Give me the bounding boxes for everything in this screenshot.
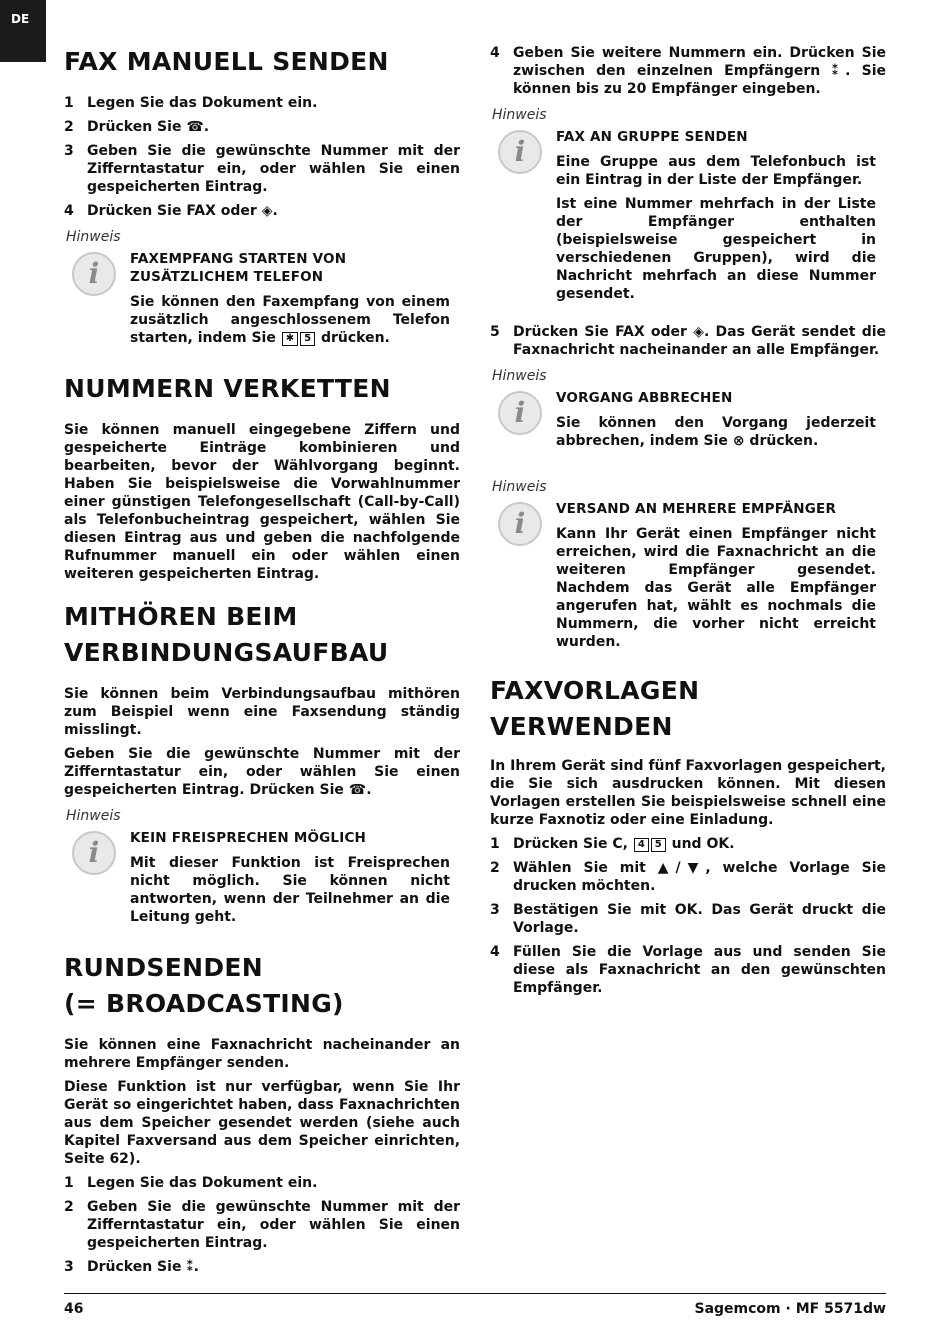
steps-rundsenden <box>64 1174 460 1276</box>
paragraph: Sie können manuell eingegebene Ziffern und gespeicherte Einträge kombinieren und bearbeiten, bevor der Wählvorgang beginnt. Haben Sie beispielsweise die Vorwahlnummer einer günstigen Telefongesellschaft (Call-by-Call) als Telefonbucheintrag gespeichert, wählen Sie diesen Eintrag aus und geben die nachfolgende Rufnummer manuell ein oder wählen einen weiteren gespeicherten Eintrag. <box>64 422 460 582</box>
hinweis-label: Hinweis <box>492 107 547 123</box>
step-item: 4 Geben Sie weitere Nummern ein. Drücken Sie zwischen den einzelnen Empfängern ⁑. Sie können bis zu 20 Empfänger eingeben. <box>490 45 886 97</box>
start-icon: ◈ <box>693 324 704 340</box>
steps-fax-manuell <box>64 94 460 220</box>
note-title: VERSAND AN MEHRERE EMPFÄNGER <box>556 501 837 517</box>
paragraph: Diese Funktion ist nur verfügbar, wenn Sie Ihr Gerät so eingerichtet haben, dass Faxnachrichten aus dem Speicher gesendet werden (siehe auch Kapitel Faxversand aus dem Speicher einrichten, Seite 62). <box>64 1079 461 1167</box>
heading-rundsenden-line1: RUNDSENDEN <box>64 953 263 982</box>
start-icon: ◈ <box>261 203 273 219</box>
key-4: 4 <box>634 838 649 852</box>
step-item: 2 Wählen Sie mit ▲/▼, welche Vorlage Sie drucken möchten. <box>490 860 886 894</box>
key-5: 5 <box>651 838 666 852</box>
page-number: 46 <box>64 1301 84 1317</box>
hinweis-label: Hinweis <box>66 808 121 824</box>
steps-faxvorlagen <box>490 835 886 997</box>
up-down-arrows-icon: ▲/▼ <box>657 860 706 876</box>
note-mehrere-empfaenger: i VERSAND AN MEHRERE EMPFÄNGER Kann Ihr Gerät einen Empfänger nicht erreichen, wird die Faxnachricht an die weiteren Empfänger gesendet. Nachdem das Gerät alle Empfänger angerufen hat, wählt es nochmals die Nummern, die vorher nicht erreicht wurden. <box>490 500 886 657</box>
section-nummern-verketten <box>64 371 460 583</box>
info-icon: i <box>498 391 542 435</box>
heading-mithoeren-line2: VERBINDUNGSAUFBAU <box>64 638 389 667</box>
section-fax-manuell <box>64 44 460 353</box>
heading-faxvorlagen: FAXVORLAGEN VERWENDEN <box>490 676 700 741</box>
steps-broadcast-continued <box>490 44 886 98</box>
info-icon: i <box>72 831 116 875</box>
note-title: VORGANG ABBRECHEN <box>556 390 733 406</box>
step-item: 1 Legen Sie das Dokument ein. <box>64 1175 318 1191</box>
phone-icon: ☎ <box>348 782 367 798</box>
language-label: DE <box>11 12 30 26</box>
step-item: 3 Geben Sie die gewünschte Nummer mit der Zifferntastatur ein, oder wählen Sie einen gespeicherten Eintrag. <box>64 143 460 195</box>
product-name: Sagemcom · MF 5571dw <box>694 1301 886 1317</box>
paragraph: Sie können eine Faxnachricht nacheinander an mehrere Empfänger senden. <box>64 1037 460 1071</box>
ok-key-label: OK <box>706 836 730 852</box>
note-title: FAX AN GRUPPE SENDEN <box>556 129 748 145</box>
steps-broadcast-send <box>490 323 886 359</box>
section-rundsenden <box>64 950 460 1276</box>
note-freisprechen: i KEIN FREISPRECHEN MÖGLICH Mit dieser Funktion ist Freisprechen nicht möglich. Sie können nicht antworten, wenn der Teilnehmer an die Leitung geht. <box>64 829 460 932</box>
right-column <box>490 44 886 1003</box>
note-abbrechen: i VORGANG ABBRECHEN Sie können den Vorgang jederzeit abbrechen, indem Sie ⊗ drücken. <box>490 389 886 456</box>
section-faxvorlagen <box>490 673 886 997</box>
step-item: 3 Bestätigen Sie mit OK. Das Gerät druckt die Vorlage. <box>490 902 886 936</box>
note-faxempfang: i FAXEMPFANG STARTEN VON ZUSÄTZLICHEM TELEFON Sie können den Faxempfang von einem zusätzlich angeschlossenem Telefon starten, indem Sie ✱ 5 drücken. <box>64 250 460 353</box>
hinweis-label: Hinweis <box>66 229 121 245</box>
left-column <box>64 44 460 1282</box>
paragraph: Geben Sie die gewünschte Nummer mit der Zifferntastatur ein, oder wählen Sie einen gespeicherten Eintrag. Drücken Sie ☎. <box>64 746 460 798</box>
chapter-reference: Faxversand aus dem Speicher einrichten <box>126 1133 455 1149</box>
step-item: 4 Drücken Sie FAX oder ◈. <box>64 203 278 219</box>
heading-mithoeren-line1: MITHÖREN BEIM <box>64 602 298 631</box>
step-item: 2 Drücken Sie ☎. <box>64 119 210 135</box>
section-mithoeren <box>64 599 460 932</box>
heading-fax-manuell: FAX MANUELL SENDEN <box>64 47 389 76</box>
stop-icon: ⊗ <box>732 433 745 449</box>
info-icon: i <box>498 502 542 546</box>
paragraph: Sie können beim Verbindungsaufbau mithören zum Beispiel wenn eine Faxsendung ständig misslingt. <box>64 686 460 738</box>
note-fax-gruppe: i FAX AN GRUPPE SENDEN Eine Gruppe aus dem Telefonbuch ist ein Eintrag in der Liste der Empfänger. Ist eine Nummer mehrfach in der Liste der Empfänger enthalten (beispielsweise gespeichert in verschiedenen Gruppen), wird die Nachricht mehrfach an diese Nummer gesendet. <box>490 128 886 309</box>
info-icon: i <box>72 252 116 296</box>
heading-nummern-verketten: NUMMERN VERKETTEN <box>64 374 391 403</box>
page-footer <box>64 1293 886 1318</box>
hinweis-label: Hinweis <box>492 479 547 495</box>
fax-key-label: FAX <box>615 324 645 340</box>
key-star: ✱ <box>282 332 298 346</box>
language-tab <box>0 0 46 62</box>
step-item: 5 Drücken Sie FAX oder ◈. Das Gerät sendet die Faxnachricht nacheinander an alle Empfänger. <box>490 324 887 358</box>
phone-icon: ☎ <box>186 119 204 135</box>
step-item: 4 Füllen Sie die Vorlage aus und senden Sie diese als Faxnachricht an den gewünschten Empfänger. <box>490 944 886 996</box>
c-key-label: C <box>612 836 623 852</box>
step-item: 2 Geben Sie die gewünschte Nummer mit der Zifferntastatur ein, oder wählen Sie einen gespeicherten Eintrag. <box>64 1199 460 1251</box>
broadcast-icon: ⁑ <box>831 63 846 79</box>
heading-rundsenden-line2: (= BROADCASTING) <box>64 989 344 1018</box>
note-title: KEIN FREISPRECHEN MÖGLICH <box>130 830 367 846</box>
key-5: 5 <box>300 332 315 346</box>
step-item: 3 Drücken Sie ⁑. <box>64 1259 199 1275</box>
paragraph: In Ihrem Gerät sind fünf Faxvorlagen gespeichert, die Sie sich ausdrucken können. Mit diesen Vorlagen erstellen Sie beispielsweise schnell eine kurze Faxnotiz oder eine Einladung. <box>490 758 886 828</box>
ok-key-label: OK <box>674 902 698 918</box>
broadcast-icon: ⁑ <box>186 1259 194 1275</box>
step-item: 1 Drücken Sie C, 4 5 und OK. <box>490 836 735 852</box>
info-icon: i <box>498 130 542 174</box>
fax-key-label: FAX <box>186 203 216 219</box>
hinweis-label: Hinweis <box>492 368 547 384</box>
note-title: FAXEMPFANG STARTEN VON ZUSÄTZLICHEM TELEFON <box>130 251 347 285</box>
step-item: 1 Legen Sie das Dokument ein. <box>64 95 318 111</box>
